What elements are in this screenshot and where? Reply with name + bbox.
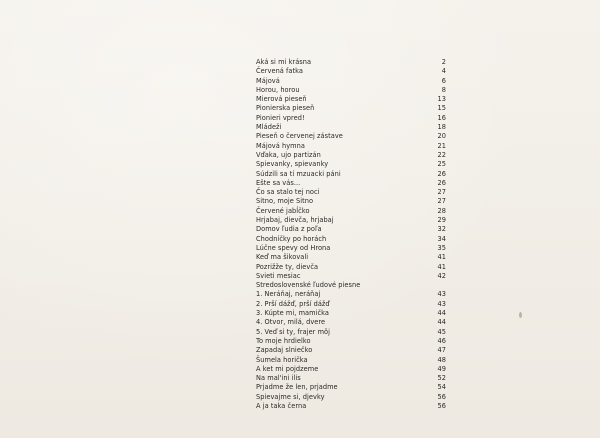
toc-entry-title: Májová [256,76,280,85]
toc-entry [256,244,446,253]
toc-entry-title: Pieseň o červenej zástave [256,132,343,141]
toc-entry [256,142,446,151]
toc-entry-page-number: 2 [441,58,446,66]
toc-entry [256,151,446,160]
toc-section-heading [256,281,446,290]
toc-entry [256,207,446,216]
toc-entry-title: 3. Kúpte mi, mamička [256,309,330,318]
toc-entry-page-number: 49 [437,364,446,373]
toc-entry-page-number: 13 [437,95,446,104]
toc-entry-page-number: 27 [437,197,446,206]
toc-entry-page-number: 32 [437,225,446,234]
toc-entry-page-number: 45 [437,327,446,336]
toc-entry-page-number: 44 [437,309,446,318]
toc-entry-title: Mládeži [256,123,282,132]
toc-entry-title: 4. Otvor, milá, dvere [256,318,326,327]
toc-entry-page-number: 4 [441,67,446,76]
toc-entry-page-number: 28 [437,206,446,215]
toc-entry [256,300,446,309]
toc-entry-page-number: 6 [441,76,446,85]
toc-entry-title: A ja taka černa [256,401,307,410]
toc-entry [256,374,446,383]
toc-entry-title: To moje hrdielko [256,336,311,345]
toc-entry-page-number: 52 [437,374,446,383]
toc-entry-page-number: 21 [437,141,446,150]
toc-entry-title: Chodníčky po horách [256,234,327,243]
toc-entry [256,318,446,327]
toc-entry [256,95,446,104]
toc-entry-page-number: 27 [437,188,446,197]
toc-entry [256,253,446,262]
toc-entry [256,197,446,206]
toc-entry-title: Aká si mi krásna [256,58,312,66]
toc-entry [256,170,446,179]
toc-entry [256,365,446,374]
toc-entry-title: 5. Veď si ty, frajer môj [256,327,331,336]
toc-entry-page-number: 29 [437,216,446,225]
toc-entry [256,272,446,281]
toc-entry-page-number: 8 [441,85,446,94]
toc-entry [256,346,446,355]
toc-entry-page-number: 56 [437,401,446,410]
toc-entry-page-number: 44 [437,318,446,327]
toc-entry [256,179,446,188]
toc-entry-title: Lúčne spevy od Hrona [256,243,331,252]
toc-entry-title: Mierová pieseň [256,95,307,104]
toc-entry-title: Vďaka, ujo partizán [256,150,321,159]
toc-entry [256,235,446,244]
toc-entry [256,402,446,411]
toc-entry-title: Prjadme že len, prjadme [256,383,338,392]
toc-entry-page-number: 35 [437,243,446,252]
toc-entry-page-number: 42 [437,271,446,280]
toc-entry [256,123,446,132]
toc-entry [256,309,446,318]
toc-entry [256,225,446,234]
toc-entry-page-number: 26 [437,178,446,187]
toc-entry-title: Sitno, moje Sitno [256,197,314,206]
toc-entry-page-number: 56 [437,392,446,401]
toc-entry [256,356,446,365]
toc-entry [256,328,446,337]
toc-entry [256,104,446,113]
toc-entry-title: A ket mi pojdzeme [256,364,319,373]
toc-entry-page-number: 46 [437,336,446,345]
toc-entry-page-number: 41 [437,253,446,262]
toc-entry-page-number: 22 [437,150,446,159]
toc-entry [256,132,446,141]
toc-entry [256,263,446,272]
toc-entry-title: Domov ľudia z poľa [256,225,322,234]
toc-entry [256,216,446,225]
toc-entry-page-number: 47 [437,346,446,355]
toc-entry-page-number: 43 [437,299,446,308]
toc-entry-title: Červené jabĺčko [256,206,310,215]
table-of-contents [256,58,446,411]
toc-entry [256,188,446,197]
toc-entry-title: Čo sa stalo tej noci [256,188,320,197]
toc-entry [256,86,446,95]
toc-entry-title: Spievanky, spievanky [256,160,329,169]
toc-entry [256,114,446,123]
toc-entry-title: Keď ma šikovali [256,253,309,262]
toc-entry [256,67,446,76]
toc-entry-title: Súdzili sa tí mzuacki páni [256,169,341,178]
toc-entry-page-number: 48 [437,355,446,364]
toc-entry-title: Májová hymna [256,141,305,150]
toc-entry-page-number: 54 [437,383,446,392]
toc-entry-title: Šumela horička [256,355,308,364]
toc-entry [256,77,446,86]
paper-speck [519,312,522,318]
toc-entry-title: Pionierska pieseň [256,104,315,113]
toc-entry-title: Horou, horou [256,85,300,94]
toc-entry [256,393,446,402]
toc-entry-page-number: 26 [437,169,446,178]
toc-entry-page-number: 16 [437,113,446,122]
toc-entry [256,337,446,346]
toc-entry-page-number: 41 [437,262,446,271]
toc-entry-title: Svieti mesiac [256,271,301,280]
toc-entry-title: Spievajme si, djevky [256,392,325,401]
toc-entry-title: 1. Neráňaj, neráňaj [256,290,321,299]
toc-entry-page-number: 15 [437,104,446,113]
toc-entry-title: Ešte sa vás... [256,178,301,187]
toc-entry-title: Hrjabaj, dievča, hrjabaj [256,216,334,225]
toc-entry-title: Stredoslovenské ľudové piesne [256,281,361,290]
toc-entry-title: Na mal'ini ilis [256,374,301,383]
toc-entry-title: Pozrižže ty, dievča [256,262,319,271]
toc-entry [256,160,446,169]
toc-entry-page-number: 20 [437,132,446,141]
toc-entry-title: Pionieri vpred! [256,113,305,122]
toc-entry [256,58,446,67]
toc-entry-title: Zapadaj slniečko [256,346,313,355]
toc-entry-title: Červená fatka [256,67,303,76]
toc-entry-page-number: 43 [437,290,446,299]
toc-entry-page-number: 25 [437,160,446,169]
toc-entry [256,290,446,299]
toc-entry-page-number: 34 [437,234,446,243]
toc-entry-title: 2. Prší dážď, prší dážď [256,299,330,308]
toc-entry [256,383,446,392]
toc-entry-page-number: 18 [437,123,446,132]
